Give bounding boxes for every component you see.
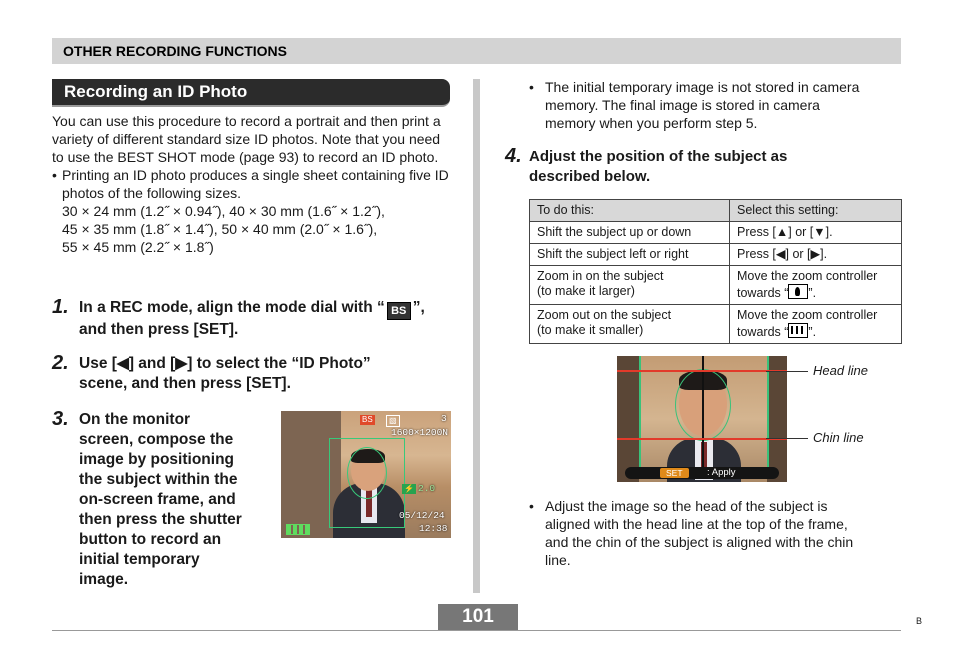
cell-text: ”. — [808, 286, 817, 300]
step-3-line: initial temporary — [79, 551, 200, 568]
step-3-line: button to record an — [79, 531, 222, 548]
step-3-line: image. — [79, 571, 129, 588]
cell-line — [737, 323, 894, 340]
cell-line: Zoom out on the subject — [537, 308, 672, 322]
head-line — [617, 370, 787, 372]
diagram-background-left — [617, 356, 639, 482]
table-header: Select this setting: — [730, 200, 902, 222]
step-1-text-b: ”, — [412, 299, 425, 316]
step-4-line: Adjust the position of the subject as — [529, 148, 788, 165]
step-4-number: 4. — [505, 145, 522, 167]
size-line: 55 × 45 mm (2.2˝ × 1.8˝) — [62, 239, 214, 255]
head-line-label: Head line — [813, 363, 868, 378]
step-3-line: screen, compose the — [79, 431, 234, 448]
set-button-label: SET — [660, 468, 689, 478]
date-readout: 05/12/24 — [399, 510, 445, 521]
header-title: OTHER RECORDING FUNCTIONS — [63, 43, 287, 59]
table-row — [530, 222, 902, 244]
frame-left-line — [639, 356, 641, 472]
section-title: Recording an ID Photo — [64, 82, 248, 101]
head-chin-diagram — [617, 356, 787, 482]
camera-monitor-photo — [281, 411, 451, 538]
table-cell — [730, 266, 902, 305]
cell-line: Move the zoom controller — [737, 308, 878, 322]
intro-bullet — [52, 166, 452, 202]
table-row — [530, 244, 902, 266]
intro-bullet-text: Printing an ID photo produces a single sheet containing five ID photos of the following sizes. — [62, 167, 449, 201]
apply-text: : Apply — [707, 467, 736, 478]
frame-right-line — [767, 356, 769, 472]
step-3-line: then press the shutter — [79, 511, 242, 528]
step-1-text — [79, 298, 459, 340]
table-cell — [530, 266, 730, 305]
note-line: line. — [545, 552, 571, 568]
step-2-text — [79, 354, 459, 394]
step-3-line: image by positioning — [79, 451, 235, 468]
chin-line-label: Chin line — [813, 430, 864, 445]
bullet-dot: • — [529, 498, 534, 514]
step-2-line: Use [◀] and [▶] to select the “ID Photo” — [79, 355, 371, 372]
footer-mark: B — [916, 616, 923, 626]
head-guide-oval — [347, 447, 387, 499]
note-bullet-bottom — [529, 497, 899, 569]
cell-line: Move the zoom controller — [737, 269, 878, 283]
apply-bar — [625, 467, 779, 479]
note-line: memory when you perform step 5. — [545, 115, 758, 131]
size-line: 45 × 35 mm (1.8˝ × 1.4˝), 50 × 40 mm (2.0˝ × 1.6˝), — [62, 221, 378, 237]
note-line: The initial temporary image is not stored in camera — [545, 79, 860, 95]
resolution-readout: 1600×1200N — [391, 427, 449, 438]
head-line-callout — [766, 371, 808, 372]
table-row — [530, 305, 902, 344]
step-1-number: 1. — [52, 296, 69, 318]
page-number: 101 — [438, 604, 518, 630]
table-cell: Shift the subject up or down — [530, 222, 730, 244]
step-3-line: the subject within the — [79, 471, 238, 488]
table-cell — [530, 305, 730, 344]
step-1-text-c: and then press [SET]. — [79, 321, 239, 338]
step-3-number: 3. — [52, 408, 69, 430]
cell-line: (to make it larger) — [537, 284, 635, 298]
note-line: Adjust the image so the head of the subject is — [545, 498, 828, 514]
table-header: To do this: — [530, 200, 730, 222]
note-bullet-top — [529, 78, 899, 132]
best-shot-mode-icon: BS — [387, 302, 411, 320]
table-row — [530, 266, 902, 305]
bullet-dot: • — [529, 79, 534, 95]
step-3-text — [79, 410, 274, 590]
table-cell: Shift the subject left or right — [530, 244, 730, 266]
intro-block — [52, 112, 452, 256]
flash-mode-icon: ⚡ — [404, 484, 414, 493]
step-1-text-a: In a REC mode, align the mode dial with “ — [79, 299, 385, 316]
chin-line — [617, 438, 787, 440]
cell-text: towards “ — [737, 325, 789, 339]
time-readout: 12:38 — [419, 523, 448, 534]
step-4-line: described below. — [529, 168, 651, 185]
diagram-background-right — [767, 356, 787, 482]
header-bar — [52, 38, 901, 64]
zoom-readout: 2.0 — [418, 483, 436, 494]
step-2-number: 2. — [52, 352, 69, 374]
table-cell — [730, 305, 902, 344]
bullet-dot: • — [52, 167, 57, 183]
table-header-row — [530, 200, 902, 222]
note-line: memory. The final image is stored in camera — [545, 97, 820, 113]
footer-rule — [52, 630, 901, 631]
intro-paragraph: You can use this procedure to record a portrait and then print a variety of different standard size ID photos. Note that you need to use the BEST SHOT mode (page 93) to record an ID photo. — [52, 113, 441, 165]
size-line: 30 × 24 mm (1.2˝ × 0.94˝), 40 × 30 mm (1.6˝ × 1.2˝), — [62, 203, 385, 219]
mode-tag: BS — [362, 415, 373, 424]
column-divider — [473, 79, 480, 593]
wide-angle-icon — [788, 323, 808, 338]
cell-line: (to make it smaller) — [537, 323, 644, 337]
step-4-text — [529, 147, 899, 187]
cell-text: towards “ — [737, 286, 789, 300]
table-cell: Press [▲] or [▼]. — [730, 222, 902, 244]
adjustment-table — [529, 199, 902, 344]
step-2-line: scene, and then press [SET]. — [79, 375, 291, 392]
center-guide-line — [702, 356, 704, 472]
note-line: aligned with the head line at the top of the frame, — [545, 516, 848, 532]
cell-line: Zoom in on the subject — [537, 269, 664, 283]
cell-line — [737, 284, 894, 301]
note-line: and the chin of the subject is aligned with the chin — [545, 534, 854, 550]
id-photo-sizes — [52, 202, 452, 256]
step-3-line: on-screen frame, and — [79, 491, 236, 508]
chin-line-callout — [766, 438, 808, 439]
cell-text: ”. — [808, 325, 817, 339]
step-3-line: On the monitor — [79, 411, 191, 428]
quality-number: 3 — [441, 413, 447, 424]
quality-icon: ▧ — [386, 415, 400, 427]
table-cell: Press [◀] or [▶]. — [730, 244, 902, 266]
section-heading — [52, 79, 450, 107]
telephoto-icon — [788, 284, 808, 299]
battery-icon — [286, 524, 310, 535]
